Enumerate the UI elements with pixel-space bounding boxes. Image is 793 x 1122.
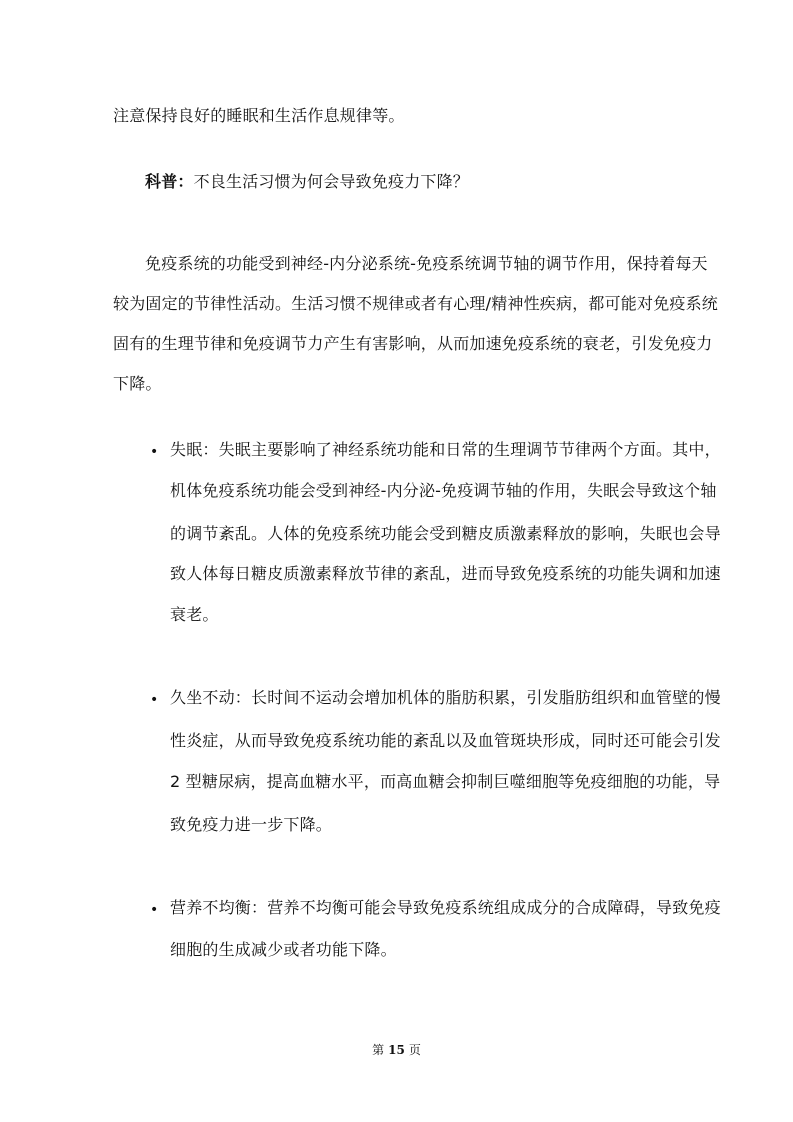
bullet-marker: •: [150, 444, 159, 460]
page-footer: [0, 1042, 793, 1058]
kepu-question: 不良生活习惯为何会导致免疫力下降？: [193, 172, 470, 191]
footer-prefix: 第: [372, 1043, 385, 1057]
bullet-line: 2 型糖尿病，提高血糖水平，而高血糖会抑制巨噬细胞等免疫细胞的功能，导: [170, 772, 721, 791]
bullet-line: 衰老。: [170, 605, 219, 624]
footer-suffix: 页: [408, 1043, 421, 1057]
bullet-line: 致人体每日糖皮质激素释放节律的紊乱，进而导致免疫系统的功能失调和加速: [170, 564, 721, 583]
bullet-line: 细胞的生成减少或者功能下降。: [170, 940, 397, 959]
intro-tail-text: 注意保持良好的睡眠和生活作息规律等。: [113, 106, 405, 125]
bullet-line: 致免疫力进一步下降。: [170, 815, 333, 834]
bullet-line: 营养不均衡：营养不均衡可能会导致免疫系统组成成分的合成障碍，导致免疫: [170, 898, 721, 917]
paragraph-line: 下降。: [113, 374, 162, 393]
bullet-line: 失眠：失眠主要影响了神经系统功能和日常的生理调节节律两个方面。其中，: [170, 440, 721, 459]
paragraph-line: 较为固定的节律性活动。生活习惯不规律或者有心理/精神性疾病，都可能对免疫系统: [113, 294, 718, 313]
kepu-colon: ：: [177, 172, 194, 191]
kepu-label: 科普: [145, 172, 178, 191]
paragraph-line: 固有的生理节律和免疫调节力产生有害影响，从而加速免疫系统的衰老，引发免疫力: [113, 334, 713, 353]
paragraph-line: 免疫系统的功能受到神经-内分泌系统-免疫系统调节轴的调节作用，保持着每天: [145, 254, 708, 273]
bullet-marker: •: [150, 902, 159, 918]
bullet-line: 机体免疫系统功能会受到神经-内分泌-免疫调节轴的作用，失眠会导致这个轴: [170, 481, 717, 500]
kepu-heading: [145, 172, 469, 192]
bullet-marker: •: [150, 692, 159, 708]
bullet-line: 的调节紊乱。人体的免疫系统功能会受到糖皮质激素释放的影响，失眠也会导: [170, 524, 721, 543]
bullet-line: 性炎症，从而导致免疫系统功能的紊乱以及血管斑块形成，同时还可能会引发: [170, 731, 721, 750]
bullet-line: 久坐不动：长时间不运动会增加机体的脂肪积累，引发脂肪组织和血管壁的慢: [170, 688, 721, 707]
page-number: 15: [388, 1043, 405, 1057]
